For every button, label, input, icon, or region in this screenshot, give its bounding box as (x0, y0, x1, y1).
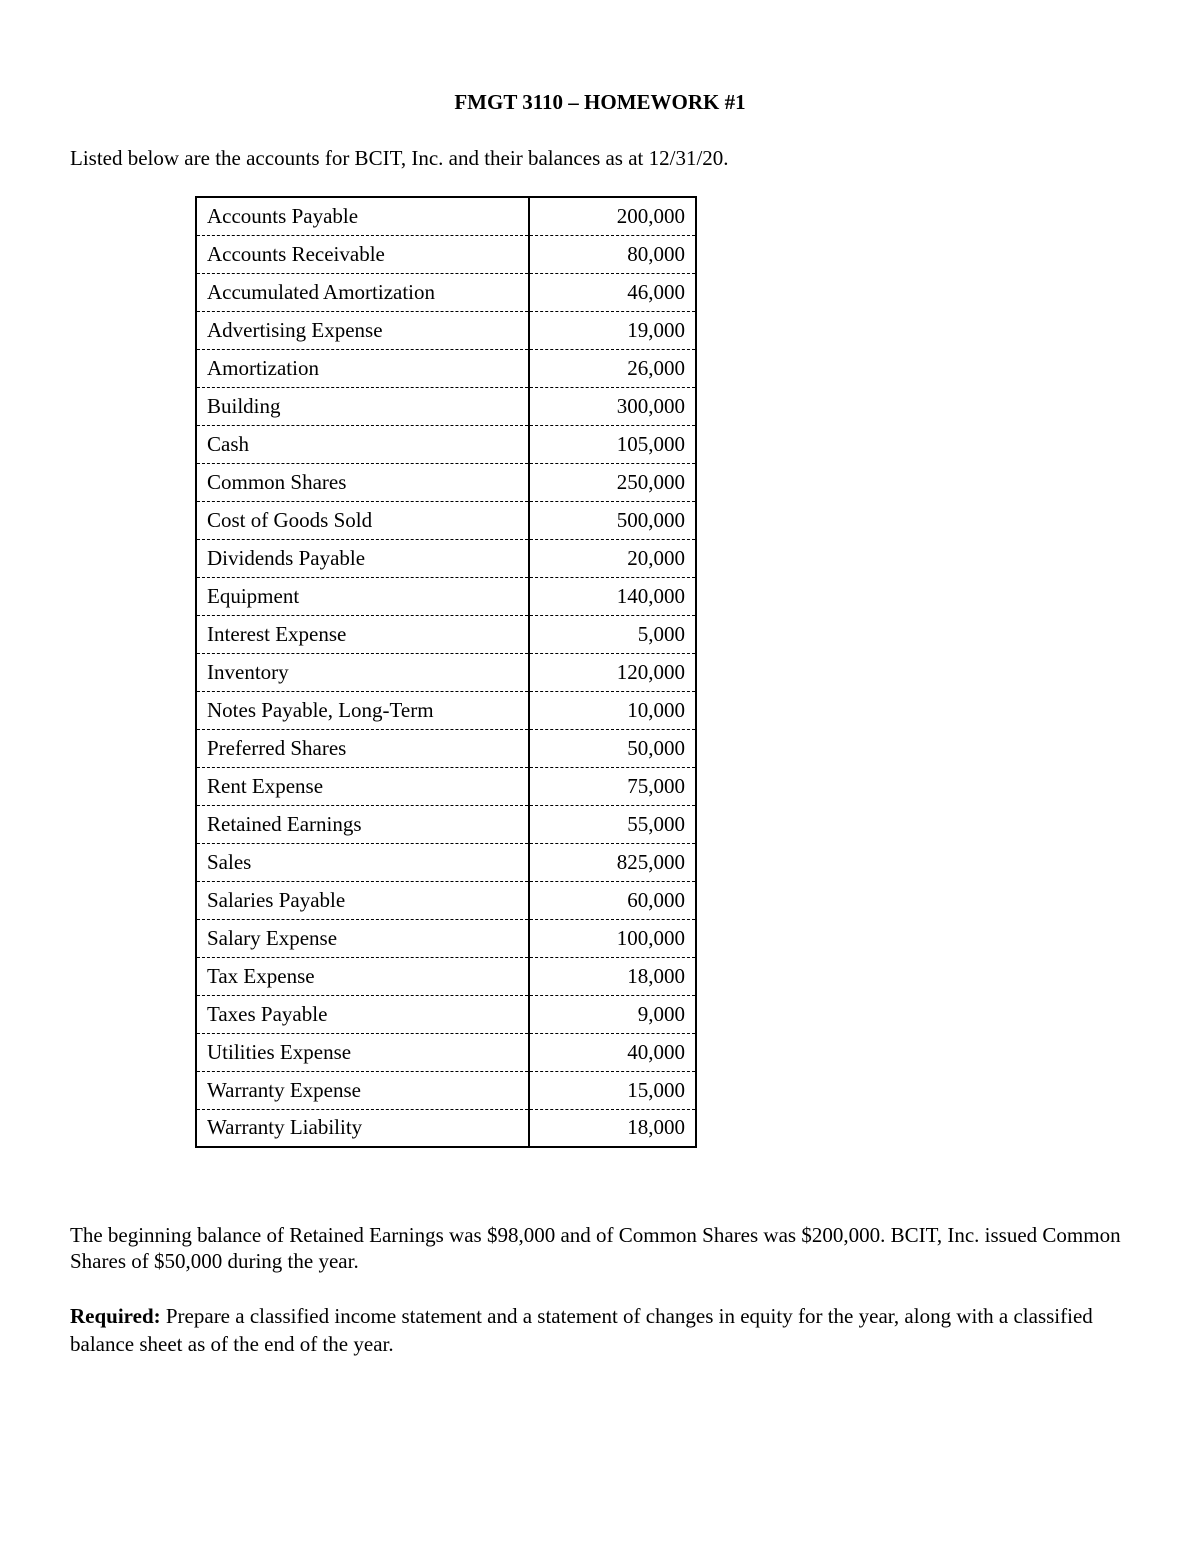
required-label: Required: (70, 1304, 161, 1328)
table-row (196, 349, 696, 387)
page-title: FMGT 3110 – HOMEWORK #1 (454, 90, 746, 114)
accounts-table (195, 196, 697, 1148)
table-row (196, 995, 696, 1033)
account-name: Utilities Expense (196, 1033, 529, 1071)
table-row (196, 539, 696, 577)
table-row (196, 235, 696, 273)
account-balance: 18,000 (529, 957, 696, 995)
account-name: Cost of Goods Sold (196, 501, 529, 539)
account-balance: 10,000 (529, 691, 696, 729)
account-name: Accounts Receivable (196, 235, 529, 273)
account-name: Dividends Payable (196, 539, 529, 577)
table-row (196, 729, 696, 767)
table-row (196, 501, 696, 539)
account-balance: 15,000 (529, 1071, 696, 1109)
account-name: Cash (196, 425, 529, 463)
account-balance: 26,000 (529, 349, 696, 387)
account-name: Taxes Payable (196, 995, 529, 1033)
table-row (196, 615, 696, 653)
account-balance: 300,000 (529, 387, 696, 425)
account-name: Preferred Shares (196, 729, 529, 767)
account-name: Inventory (196, 653, 529, 691)
account-name: Interest Expense (196, 615, 529, 653)
accounts-table-body (196, 197, 696, 1147)
account-name: Building (196, 387, 529, 425)
table-row (196, 197, 696, 235)
account-name: Accounts Payable (196, 197, 529, 235)
account-balance: 18,000 (529, 1109, 696, 1147)
account-name: Tax Expense (196, 957, 529, 995)
required-text: Prepare a classified income statement and a statement of changes in equity for the year, along with a classified balance sheet as of the end of the year. (70, 1304, 1093, 1356)
account-name: Advertising Expense (196, 311, 529, 349)
table-row (196, 843, 696, 881)
table-row (196, 805, 696, 843)
table-row (196, 311, 696, 349)
account-balance: 140,000 (529, 577, 696, 615)
account-balance: 55,000 (529, 805, 696, 843)
account-balance: 120,000 (529, 653, 696, 691)
account-balance: 46,000 (529, 273, 696, 311)
account-balance: 19,000 (529, 311, 696, 349)
table-row (196, 653, 696, 691)
table-row (196, 691, 696, 729)
table-row (196, 577, 696, 615)
account-balance: 200,000 (529, 197, 696, 235)
account-name: Accumulated Amortization (196, 273, 529, 311)
account-balance: 250,000 (529, 463, 696, 501)
account-name: Sales (196, 843, 529, 881)
account-name: Warranty Liability (196, 1109, 529, 1147)
account-name: Salaries Payable (196, 881, 529, 919)
table-row (196, 425, 696, 463)
account-balance: 5,000 (529, 615, 696, 653)
account-balance: 60,000 (529, 881, 696, 919)
table-row (196, 273, 696, 311)
account-balance: 825,000 (529, 843, 696, 881)
table-row (196, 919, 696, 957)
account-name: Notes Payable, Long-Term (196, 691, 529, 729)
account-name: Amortization (196, 349, 529, 387)
table-row (196, 881, 696, 919)
required-section (70, 1302, 1150, 1358)
account-balance: 105,000 (529, 425, 696, 463)
account-balance: 50,000 (529, 729, 696, 767)
table-row (196, 767, 696, 805)
account-name: Common Shares (196, 463, 529, 501)
intro-text: Listed below are the accounts for BCIT, Inc. and their balances as at 12/31/20. (70, 146, 729, 170)
account-name: Retained Earnings (196, 805, 529, 843)
retained-earnings-note: The beginning balance of Retained Earnings was $98,000 and of Common Shares was $200,000. BCIT, Inc. issued Common Shares of $50,000 during the year. (70, 1223, 1121, 1273)
account-name: Equipment (196, 577, 529, 615)
account-balance: 500,000 (529, 501, 696, 539)
account-name: Salary Expense (196, 919, 529, 957)
account-name: Warranty Expense (196, 1071, 529, 1109)
account-name: Rent Expense (196, 767, 529, 805)
table-row (196, 387, 696, 425)
table-row (196, 1033, 696, 1071)
table-row (196, 1109, 696, 1147)
account-balance: 9,000 (529, 995, 696, 1033)
account-balance: 80,000 (529, 235, 696, 273)
account-balance: 40,000 (529, 1033, 696, 1071)
table-row (196, 1071, 696, 1109)
account-balance: 75,000 (529, 767, 696, 805)
table-row (196, 463, 696, 501)
table-row (196, 957, 696, 995)
account-balance: 20,000 (529, 539, 696, 577)
account-balance: 100,000 (529, 919, 696, 957)
